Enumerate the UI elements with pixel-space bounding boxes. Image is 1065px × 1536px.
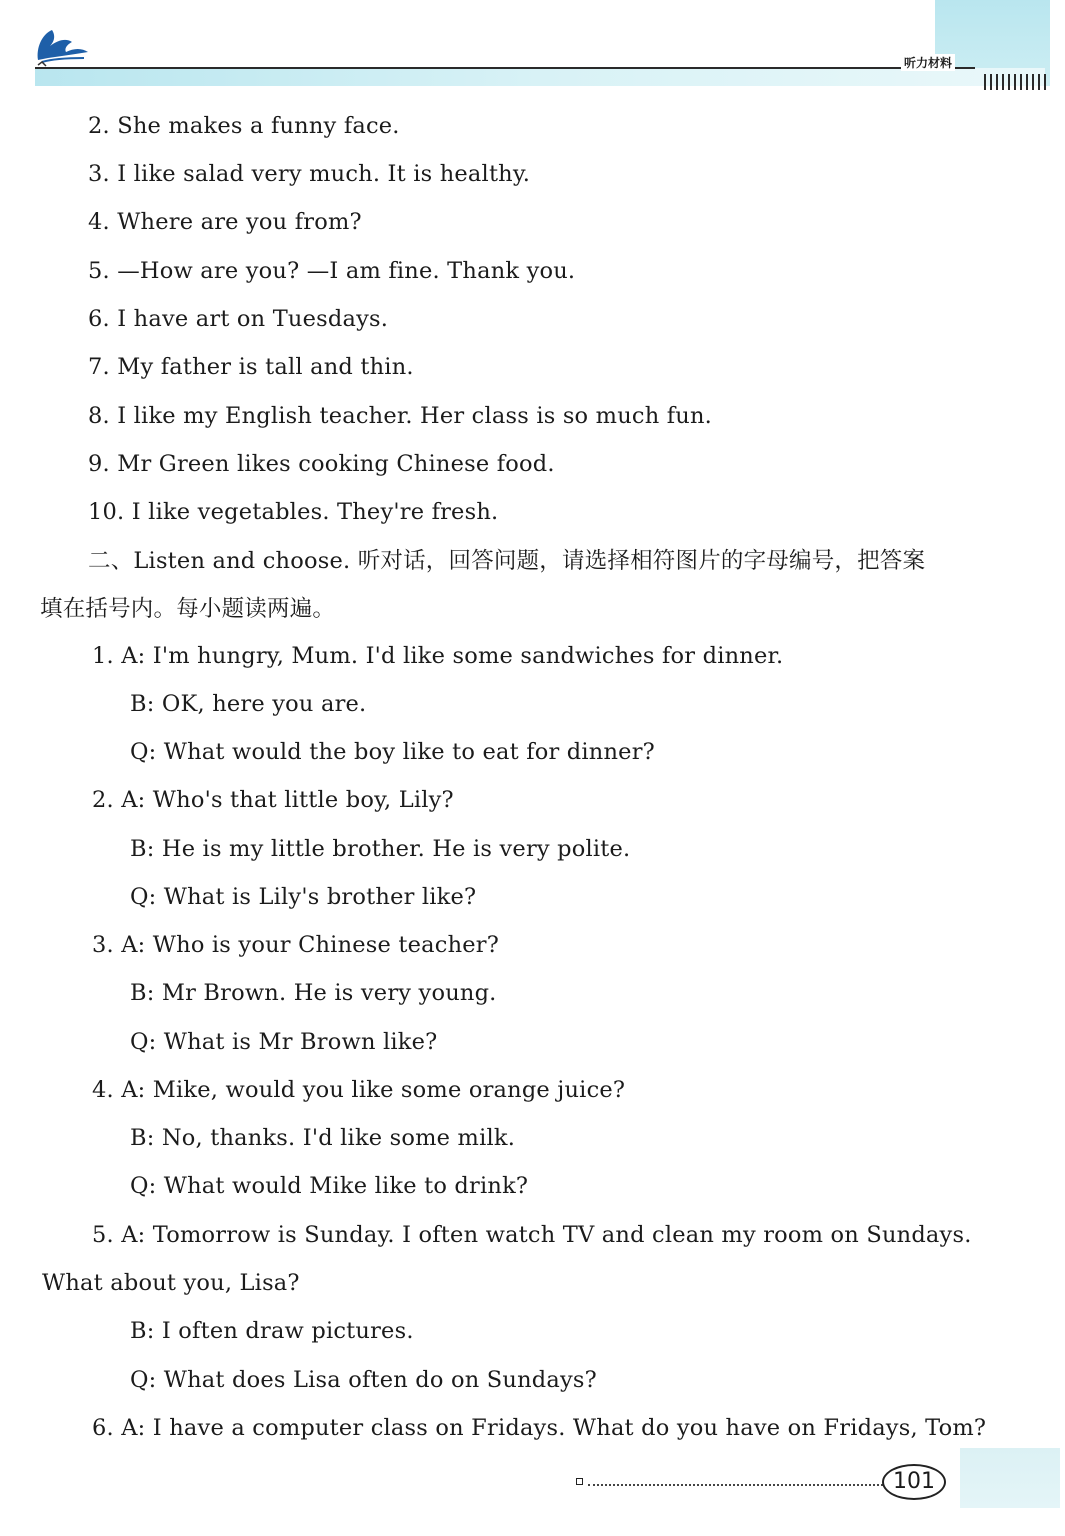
transcript-line: What about you, Lisa? [42,1270,300,1296]
transcript-line: 5. A: Tomorrow is Sunday. I often watch TV and clean my room on Sundays. [92,1222,972,1248]
transcript-line: Q: What does Lisa often do on Sundays? [130,1367,597,1393]
transcript-line: B: No, thanks. I'd like some milk. [130,1125,516,1151]
transcript-line: 3. I like salad very much. It is healthy. [88,161,531,187]
transcript-line: Q: What is Mr Brown like? [130,1029,438,1055]
transcript-line: 9. Mr Green likes cooking Chinese food. [88,451,555,477]
page-number: 101 [882,1464,946,1500]
footer-square-icon [576,1478,583,1485]
transcript-line: Q: What would Mike like to drink? [130,1173,529,1199]
header-band [35,68,1045,86]
transcript-line: Q: What is Lily's brother like? [130,884,477,910]
transcript-line: 1. A: I'm hungry, Mum. I'd like some sandwiches for dinner. [92,643,784,669]
header-bar-decoration [984,74,1046,90]
transcript-line: 10. I like vegetables. They're fresh. [88,499,499,525]
footer-dotted-leader [588,1484,883,1486]
page-footer [570,1448,1060,1508]
section-title: 听力材料 [901,54,955,71]
transcript-line: 2. A: Who's that little boy, Lily? [92,787,454,813]
transcript-line: 6. A: I have a computer class on Fridays. What do you have on Fridays, Tom? [92,1415,987,1441]
transcript-line: 8. I like my English teacher. Her class is so much fun. [88,403,712,429]
transcript-line: Q: What would the boy like to eat for dinner? [130,739,655,765]
transcript-line: 2. She makes a funny face. [88,113,400,139]
transcript-line: 5. —How are you? —I am fine. Thank you. [88,258,576,284]
transcript-line: 二、Listen and choose. 听对话，回答问题，请选择相符图片的字母编号，把答案 [88,548,926,574]
transcript-line: B: OK, here you are. [130,691,367,717]
transcript-line: B: I often draw pictures. [130,1318,414,1344]
transcript-line: 7. My father is tall and thin. [88,354,414,380]
transcript-line: B: Mr Brown. He is very young. [130,980,497,1006]
wave-logo-icon [32,22,92,68]
watermark-block [960,1448,1060,1508]
transcript-line: 3. A: Who is your Chinese teacher? [92,932,499,958]
transcript-line: 4. Where are you from? [88,209,362,235]
transcript-line: B: He is my little brother. He is very polite. [130,836,631,862]
transcript-line: 4. A: Mike, would you like some orange juice? [92,1077,626,1103]
transcript-line: 填在括号内。每小题读两遍。 [40,596,336,622]
page-header [30,0,1050,95]
header-rule [35,67,975,69]
transcript-line: 6. I have art on Tuesdays. [88,306,389,332]
